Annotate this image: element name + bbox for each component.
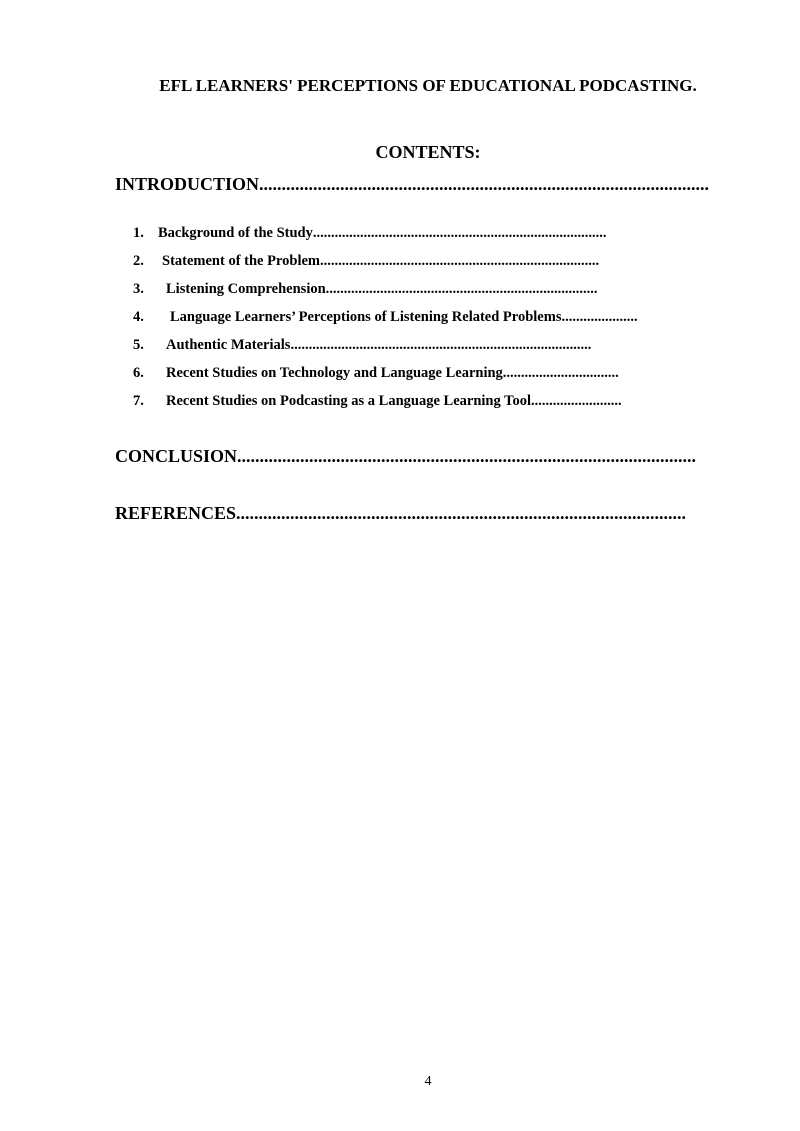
toc-dot-leader: .....................: [561, 309, 638, 325]
toc-section-label: Background of the Study: [158, 225, 313, 241]
toc-section-list: [133, 222, 638, 418]
toc-dot-leader: ................................: [502, 365, 619, 381]
toc-dot-leader: ....................................................................................................: [236, 503, 687, 523]
toc-section-label: Recent Studies on Podcasting as a Language Learning Tool: [166, 393, 531, 409]
toc-section-label: Statement of the Problem: [162, 253, 320, 269]
toc-section-item: [133, 334, 638, 362]
toc-section-item: [133, 390, 638, 418]
toc-dot-leader: ...........................................................................: [325, 281, 598, 297]
toc-entry-label: REFERENCES: [115, 503, 237, 523]
toc-section-item: [133, 306, 638, 334]
toc-section-item: [133, 222, 638, 250]
toc-section-number: 3.: [133, 281, 144, 297]
toc-section-number: 6.: [133, 365, 144, 381]
toc-dot-leader: .........................: [530, 393, 622, 409]
toc-section-label: Listening Comprehension: [166, 281, 326, 297]
toc-dot-leader: ....................................................................................................: [259, 174, 710, 194]
toc-dot-leader: ......................................................................................................: [237, 446, 697, 466]
toc-entry-label: INTRODUCTION: [115, 174, 260, 194]
toc-section-item: [133, 278, 638, 306]
toc-dot-leader: .................................................................................: [312, 225, 607, 241]
toc-section-number: 5.: [133, 337, 144, 353]
toc-section-number: 4.: [133, 309, 144, 325]
toc-entry-conclusion: [115, 446, 727, 467]
toc-section-number: 1.: [133, 225, 144, 241]
toc-section-item: [133, 250, 638, 278]
toc-section-number: 2.: [133, 253, 144, 269]
toc-section-label: Authentic Materials: [166, 337, 291, 353]
toc-section-item: [133, 362, 638, 390]
toc-entry-references: [115, 503, 721, 524]
toc-section-number: 7.: [133, 393, 144, 409]
toc-entry-introduction: [115, 174, 733, 195]
document-title: EFL LEARNERS' PERCEPTIONS OF EDUCATIONAL PODCASTING.: [159, 76, 697, 95]
toc-dot-leader: .............................................................................: [320, 253, 600, 269]
toc-section-label: Language Learners’ Perceptions of Listening Related Problems: [170, 309, 562, 325]
toc-section-label: Recent Studies on Technology and Language Learning: [166, 365, 503, 381]
page-number: 4: [424, 1074, 432, 1089]
toc-entry-label: CONCLUSION: [115, 446, 238, 466]
toc-dot-leader: ...................................................................................: [290, 337, 592, 353]
contents-heading: CONTENTS:: [375, 142, 481, 162]
